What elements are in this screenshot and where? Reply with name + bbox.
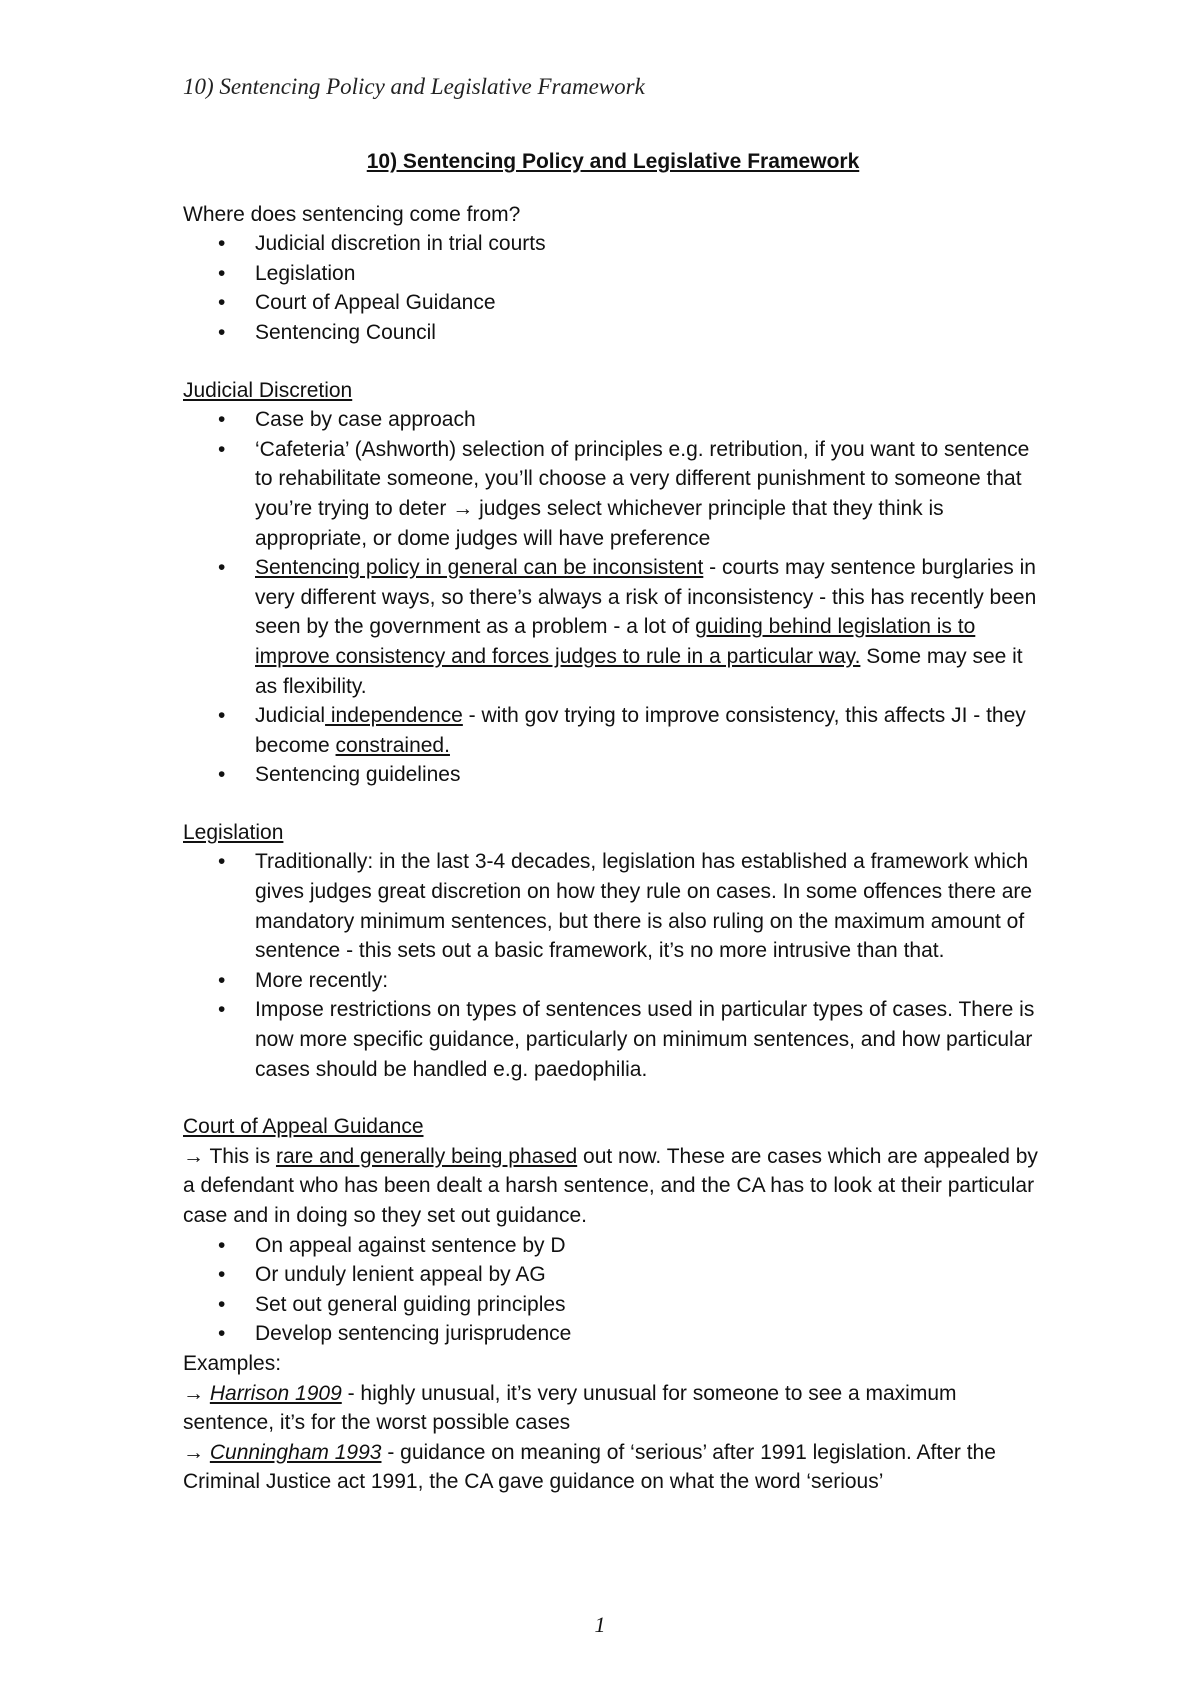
list-item: • Court of Appeal Guidance xyxy=(183,288,1043,318)
text: - courts may sentence burglaries in very different ways, so there’s always a risk of inconsistency - this has recently been seen by the government as a problem - a lot of xyxy=(255,556,1037,639)
list-item xyxy=(183,701,1043,760)
text: → This is xyxy=(183,1144,276,1168)
list-item: • Legislation xyxy=(183,259,1043,289)
judicial-list xyxy=(183,405,1043,790)
list-item: • Case by case approach xyxy=(183,405,1043,435)
case-name: Cunningham 1993 xyxy=(209,1440,382,1464)
list-item: • Sentencing guidelines xyxy=(183,760,1043,790)
list-item: • More recently: xyxy=(183,966,1043,996)
list-item xyxy=(183,553,1043,701)
underlined-text: guiding behind legislation is to improve consistency and forces judges to rule in a particular way. xyxy=(255,615,976,668)
list-item: • Sentencing Council xyxy=(183,318,1043,348)
text: - guidance on meaning of ‘serious’ after 1991 legislation. After the Criminal Justice act 1991, the CA gave guidance on what the word ‘serious’ xyxy=(183,1440,996,1494)
arrow-icon: → xyxy=(183,1440,210,1464)
example-cunningham xyxy=(183,1438,1043,1497)
text: Judicial xyxy=(255,704,326,728)
list-item: • Develop sentencing jurisprudence xyxy=(183,1319,1043,1349)
text: Some may see it as flexibility. xyxy=(255,644,1023,698)
list-item: • Set out general guiding principles xyxy=(183,1290,1043,1320)
list-item: • Judicial discretion in trial courts xyxy=(183,229,1043,259)
appeal-list xyxy=(183,1231,1043,1349)
underlined-text: independence xyxy=(325,704,463,728)
intro-question: Where does sentencing come from? xyxy=(183,202,521,226)
section-heading-judicial: Judicial Discretion xyxy=(183,378,353,402)
list-item: • Impose restrictions on types of sentences used in particular types of cases. There is now more specific guidance, particularly on minimum sentences, and how particular cases should be handled e.g. paedophilia. xyxy=(183,995,1043,1084)
page-number: 1 xyxy=(594,1612,606,1637)
list-item: • ‘Cafeteria’ (Ashworth) selection of principles e.g. retribution, if you want to sentence to rehabilitate someone, you’ll choose a very different punishment to someone that you’re trying to deter → judges select whichever principle that they think is appropriate, or dome judges will have preference xyxy=(183,435,1043,553)
text: - with gov trying to improve consistency, this affects JI - they become xyxy=(255,704,1026,757)
legislation-list xyxy=(183,847,1043,1084)
underlined-text: Sentencing policy in general can be inconsistent xyxy=(255,556,704,580)
intro-list xyxy=(183,229,1043,347)
text: - highly unusual, it’s very unusual for someone to see a maximum sentence, it’s for the worst possible cases xyxy=(183,1381,957,1435)
underlined-text: constrained. xyxy=(335,733,450,757)
list-item: • Traditionally: in the last 3-4 decades, legislation has established a framework which gives judges great discretion on how they rule on cases. In some offences there are mandatory minimum sentences, but there is also ruling on the maximum amount of sentence - this sets out a basic framework, it’s no more intrusive than that. xyxy=(183,847,1043,965)
arrow-icon: → xyxy=(183,1381,210,1405)
list-item: • Or unduly lenient appeal by AG xyxy=(183,1260,1043,1290)
running-header: 10) Sentencing Policy and Legislative Framework xyxy=(183,74,645,99)
underlined-text: rare and generally being phased xyxy=(275,1144,578,1168)
section-heading-appeal: Court of Appeal Guidance xyxy=(183,1115,424,1139)
document-title: 10) Sentencing Policy and Legislative Framework xyxy=(366,150,860,173)
list-item: • On appeal against sentence by D xyxy=(183,1231,1043,1261)
appeal-paragraph xyxy=(183,1142,1043,1231)
text: out now. These are cases which are appealed by a defendant who has been dealt a harsh sentence, and the CA has to look at their particular case and in doing so they set out guidance. xyxy=(183,1144,1038,1227)
section-heading-legislation: Legislation xyxy=(183,820,284,844)
example-harrison xyxy=(183,1379,1043,1438)
document-body xyxy=(183,147,1043,1497)
examples-label: Examples: xyxy=(183,1351,282,1375)
case-name: Harrison 1909 xyxy=(209,1381,342,1405)
